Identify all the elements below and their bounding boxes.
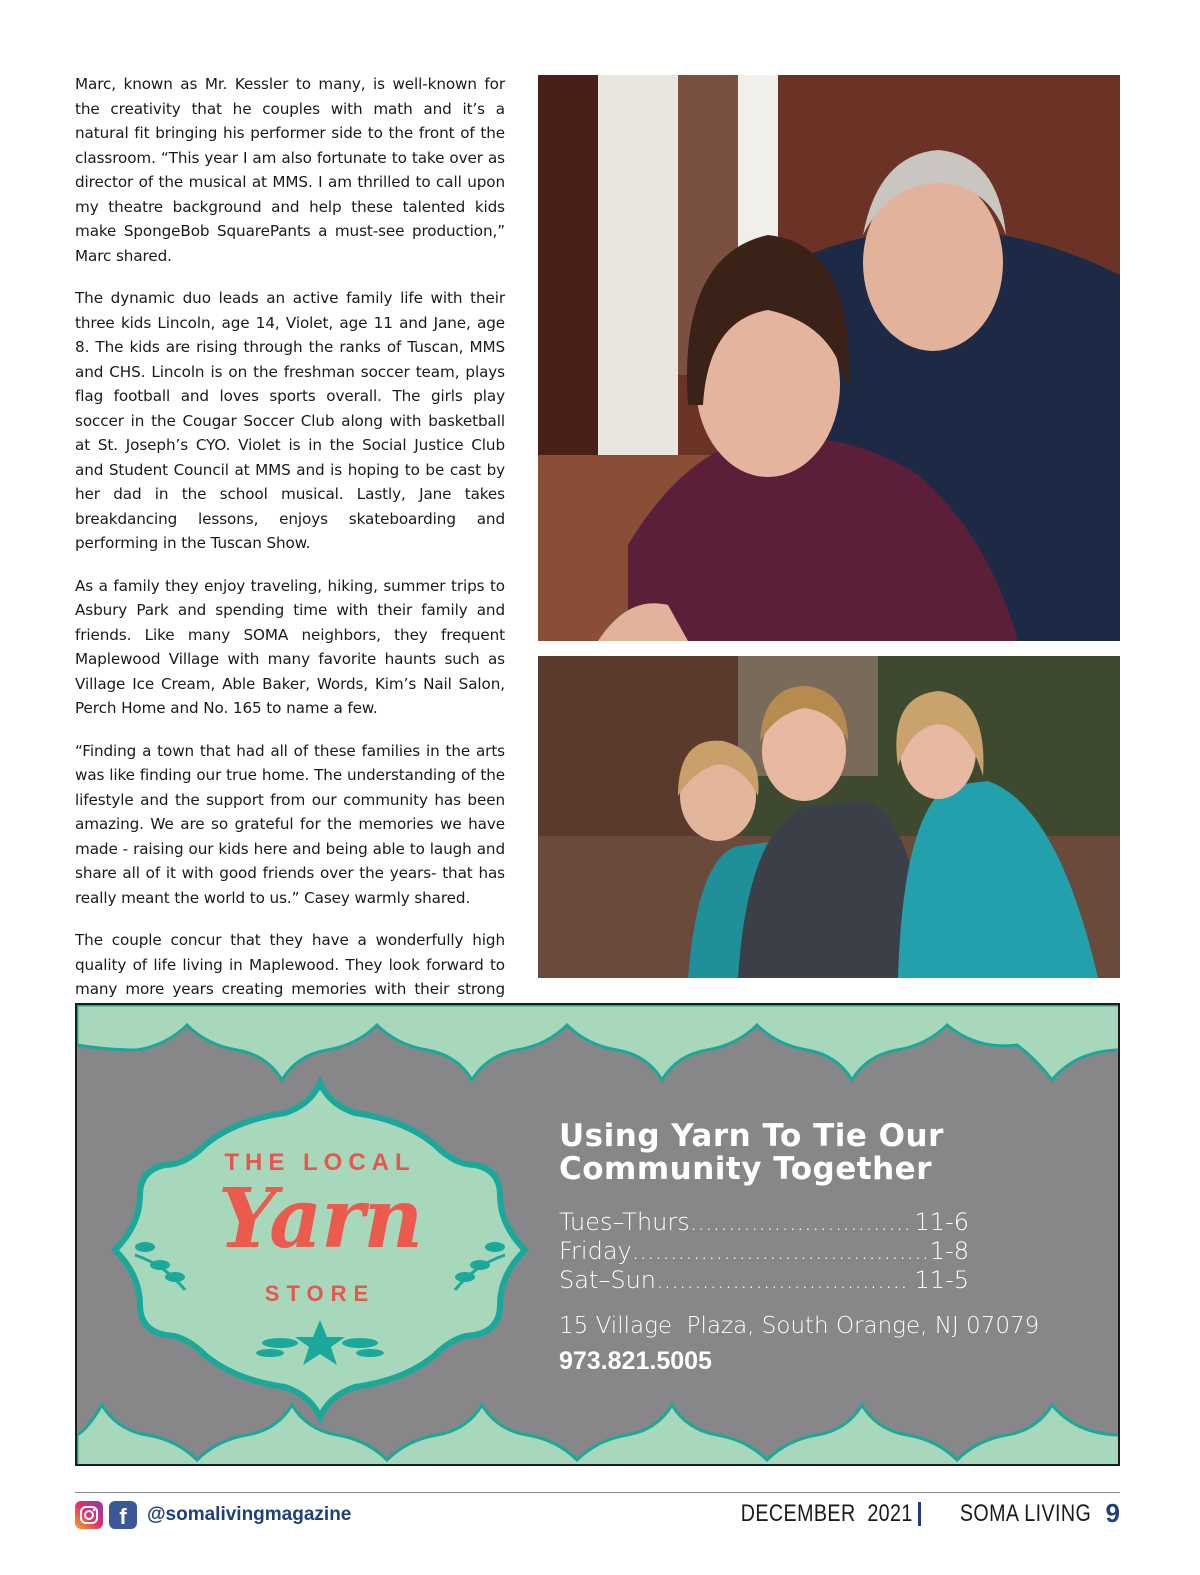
ad-headline-line: Using Yarn To Tie Our bbox=[559, 1118, 944, 1154]
ad-info bbox=[559, 1120, 1104, 1376]
kids-photo bbox=[538, 656, 1120, 978]
article-paragraph: The couple concur that they have a wonderfully high quality of life living in Maplewood. They look forward to many more years creating memories with their strong bbox=[75, 931, 505, 998]
hours-row bbox=[559, 1266, 969, 1295]
article-paragraph: “Finding a town that had all of these families in the arts was like finding our true home. The understanding of the lifestyle and the support from our community has been amazing. We are so grateful for the memories we have made - raising our kids here and being able to laugh and share all of it with good friends over the years- that has really meant the world to us.” Casey warmly shared. bbox=[75, 741, 505, 907]
logo-the-local: THE LOCAL bbox=[224, 1149, 416, 1176]
yarn-store-ad bbox=[75, 1003, 1120, 1466]
hours-day: Sat–Sun bbox=[559, 1266, 657, 1294]
hours-time: 1-8 bbox=[929, 1237, 969, 1265]
couple-photo bbox=[538, 75, 1120, 641]
hours-day: Tues–Thurs bbox=[559, 1208, 690, 1236]
hours-row bbox=[559, 1208, 969, 1237]
footer-separator bbox=[918, 1502, 921, 1526]
instagram-icon[interactable] bbox=[75, 1501, 103, 1529]
footer-divider bbox=[75, 1492, 1120, 1493]
hours-time: 11-6 bbox=[914, 1208, 969, 1236]
facebook-icon[interactable]: f bbox=[109, 1501, 137, 1529]
article-paragraph: As a family they enjoy traveling, hiking, summer trips to Asbury Park and spending time with their family and friends. Like many SOMA neighbors, they frequent Maplewood Village with many favorite haunts such as Village Ice Cream, Able Baker, Words, Kim’s Nail Salon, Perch Home and No. 165 to name a few. bbox=[75, 576, 505, 717]
magazine-name: SOMA LIVING bbox=[960, 1499, 1092, 1527]
hours-row bbox=[559, 1237, 969, 1266]
page-footer-info bbox=[703, 1498, 1120, 1529]
social-handle[interactable]: @somalivingmagazine bbox=[147, 1504, 352, 1525]
store-address: 15 Village Plaza, South Orange, NJ 07079 bbox=[559, 1313, 1040, 1339]
ad-headline-line: Community Together bbox=[559, 1151, 932, 1187]
logo-store: STORE bbox=[264, 1281, 376, 1306]
hours-day: Friday bbox=[559, 1237, 632, 1265]
article-body bbox=[75, 72, 505, 1044]
article-paragraph: Marc, known as Mr. Kessler to many, is well-known for the creativity that he couples with math and it’s a natural fit bringing his performer side to the front of the classroom. “This year I am also fortunate to take over as director of the musical at MMS. I am thrilled to call upon my theatre background and help these talented kids make SpongeBob SquarePants a must-see production,” Marc shared. bbox=[75, 75, 505, 265]
dot-leader bbox=[656, 1266, 911, 1295]
ad-headline bbox=[559, 1120, 1104, 1186]
page-number: 9 bbox=[1105, 1498, 1120, 1528]
logo-yarn: Yarn bbox=[217, 1171, 423, 1267]
store-phone: 973.821.5005 bbox=[559, 1347, 712, 1375]
article-paragraph: The dynamic duo leads an active family life with their three kids Lincoln, age 14, Violet, age 11 and Jane, age 8. The kids are rising through the ranks of Tuscan, MMS and CHS. Lincoln is on the freshman soccer team, plays flag football and loves sports overall. The girls play soccer in the Cougar Soccer Club along with basketball at St. Joseph’s CYO. Violet is in the Social Justice Club and Student Council at MMS and is hoping to be cast by her dad in the school musical. Lastly, Jane takes breakdancing lessons, enjoys skateboarding and performing in the Tuscan Show. bbox=[75, 289, 505, 552]
store-hours bbox=[559, 1208, 1104, 1295]
dot-leader bbox=[690, 1208, 911, 1237]
social-links bbox=[75, 1500, 351, 1530]
issue-date: DECEMBER 2021 bbox=[740, 1499, 913, 1527]
dot-leader bbox=[632, 1237, 926, 1266]
hours-time: 11-5 bbox=[914, 1266, 969, 1294]
yarn-store-logo bbox=[105, 1075, 535, 1425]
